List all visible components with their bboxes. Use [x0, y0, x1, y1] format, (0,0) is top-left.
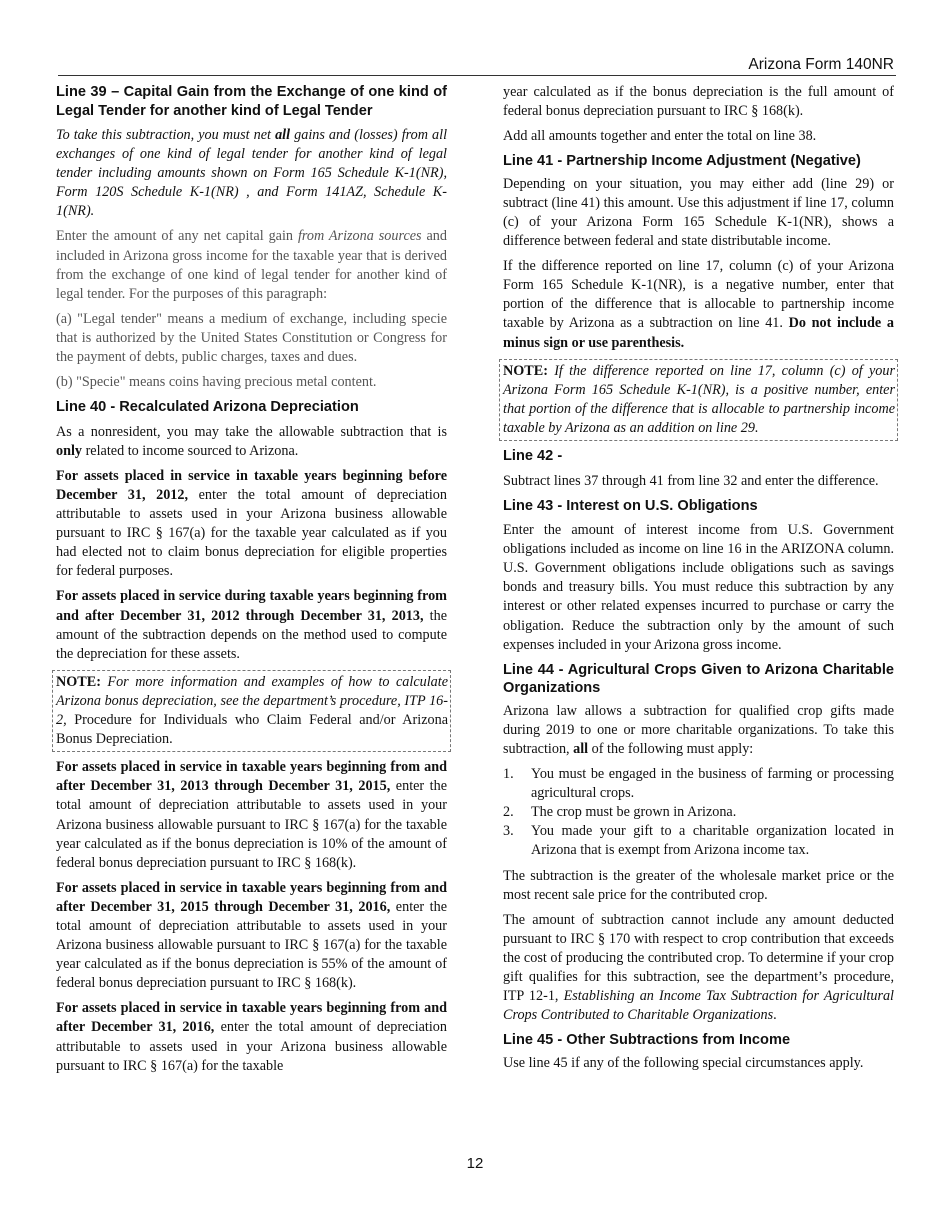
line40-2015-2016-paragraph: For assets placed in service in taxable years beginning from and after December 31, 2015 through December 31, 2016, enter the total amount of depreciation attributable to assets used in your Arizona business allowable pursuant to IRC § 167(a) for the taxable year calculated as if the bonus depreciation is 55% of the amount of federal bonus depreciation pursuant to IRC § 168(k). [56, 879, 448, 992]
header-divider [58, 75, 896, 76]
right-column [503, 83, 894, 1079]
line39-paragraph: Enter the amount of any net capital gain from Arizona sources and included in Arizona gross income for the taxable year that is derived from the exchange of one kind of legal tender for another kind of legal tender. For the purposes of this paragraph: [56, 228, 447, 302]
line40-pre-2012-paragraph: For assets placed in service in taxable years beginning before December 31, 2012, enter the total amount of depreciation attributable to assets used in your Arizona business allowable pursuant to IRC § 167(a) for the taxable year calculated as if you had elected not to claim bonus depreciation for eligible properties for federal purposes. [56, 467, 447, 580]
line40-note-box: NOTE: For more information and examples of how to calculate Arizona bonus depreciation, see the department’s procedure, ITP 16-2, Procedure for Individuals who Claim Federal and/or Arizona Bonus Depreciation. [52, 670, 451, 752]
line44-heading: Line 44 - Agricultural Crops Given to Arizona Charitable Organizations [503, 661, 894, 697]
line41-negative-paragraph: If the difference reported on line 17, column (c) of your Arizona Form 165 Schedule K-1(NR), is a negative number, enter that portion of the difference that is allocable to partnership income taxable by Arizona as a subtraction on line 41. Do not include a minus sign or use parenthesis. [503, 258, 894, 351]
line40-post-2016-paragraph: For assets placed in service in taxable years beginning from and after December 31, 2016, enter the total amount of depreciation attributable to assets used in your Arizona business allowable pursuant to IRC § 167(a) for the taxable [56, 1000, 447, 1074]
line39-intro: To take this subtraction, you must net all gains and (losses) from all exchanges of one kind of legal tender for another kind of legal tender including amounts shown on Form 165 Schedule K-1(NR), Form 120S Schedule K-1(NR) , and Form 141AZ, Schedule K-1(NR). [56, 127, 448, 220]
line45-paragraph: Use line 45 if any of the following special circumstances apply. [503, 1054, 864, 1071]
line41-heading: Line 41 - Partnership Income Adjustment (Negative) [503, 153, 861, 170]
line44-paragraph: Arizona law allows a subtraction for qualified crop gifts made during 2019 to one or more charitable organizations. To take this subtraction, all of the following must apply: [503, 702, 894, 757]
line45-heading: Line 45 - Other Subtractions from Income [503, 1032, 791, 1049]
line39-legal-tender-definition: (a) "Legal tender" means a medium of exchange, including specie that is authorized by the United States Constitution or Congress for the payment of debts, public charges, taxes and dues. [56, 310, 447, 366]
line40-2012-2013-paragraph: For assets placed in service during taxable years beginning from and after December 31, 2012 through December 31, 2013, the amount of the subtraction depends on the method used to compute the depreciation for these assets. [56, 588, 447, 662]
list-item: 3. You made your gift to a charitable organization located in Arizona that is exempt from Arizona income tax. [503, 823, 894, 859]
page-number: 12 [466, 1155, 484, 1172]
line40-2013-2015-paragraph: For assets placed in service in taxable years beginning from and after December 31, 2013 through December 31, 2015, enter the total amount of depreciation attributable to assets used in your Arizona business allowable pursuant to IRC § 167(a) for the taxable year calculated as if the bonus depreciation is 10% of the amount of federal bonus depreciation pursuant to IRC § 168(k). [56, 759, 448, 871]
line43-paragraph: Enter the amount of interest income from U.S. Government obligations included as income on line 16 in the ARIZONA column. U.S. Government obligations include obligations such as savings bonds and treasury bills. You must reduce this subtraction by any interest or other related expenses incurred to purchase or carry the obligation. Reduce the subtraction only by the amount of such expenses included in your Arizona gross income. [503, 522, 894, 653]
list-item: 1. You must be engaged in the business of farming or processing agricultural crops. [503, 766, 894, 802]
line42-paragraph: Subtract lines 37 through 41 from line 32 and enter the difference. [503, 472, 879, 489]
line44-limit-paragraph: The amount of subtraction cannot include any amount deducted pursuant to IRC § 170 with respect to crop contribution that exceeds the cost of producing the contributed crop. To determine if your crop gift qualifies for this subtraction, see the department’s procedure, ITP 12-1, Establishing an Income Tax Subtraction for Agricultural Crops Contributed to Charitable Organizations. [503, 911, 895, 1024]
line40-total-instruction: Add all amounts together and enter the total on line 38. [503, 128, 817, 145]
line42-heading: Line 42 - [503, 448, 563, 464]
line43-heading: Line 43 - Interest on U.S. Obligations [503, 497, 758, 514]
list-item: 2. The crop must be grown in Arizona. [503, 804, 737, 821]
line40-paragraph: As a nonresident, you may take the allowable subtraction that is only related to income sourced to Arizona. [56, 423, 447, 459]
line44-amount-paragraph: The subtraction is the greater of the wholesale market price or the most recent sale price for the contributed crop. [503, 867, 894, 903]
line44-conditions-list [503, 765, 894, 860]
left-column [56, 83, 447, 1082]
line40-heading: Line 40 - Recalculated Arizona Depreciation [56, 399, 359, 416]
line41-note-box: NOTE: If the difference reported on line 17, column (c) of your Arizona Form 165 Schedule K-1(NR), is a positive number, enter that portion of the difference that is allocable to partnership income taxable by Arizona as an addition on line 29. [499, 359, 898, 441]
line40-continuation: year calculated as if the bonus depreciation is the full amount of federal bonus depreciation pursuant to IRC § 168(k). [503, 84, 894, 120]
line39-heading: Line 39 – Capital Gain from the Exchange of one kind of Legal Tender for another kind of Legal Tender [56, 84, 447, 119]
line41-paragraph: Depending on your situation, you may either add (line 29) or subtract (line 41) this amount. Use this adjustment if line 17, column (c) of your Arizona Form 165 Schedule K-1(NR), shows a difference between federal and state distributable income. [503, 175, 894, 250]
form-title: Arizona Form 140NR [748, 56, 894, 73]
line39-specie-definition: (b) "Specie" means coins having precious metal content. [56, 374, 377, 391]
